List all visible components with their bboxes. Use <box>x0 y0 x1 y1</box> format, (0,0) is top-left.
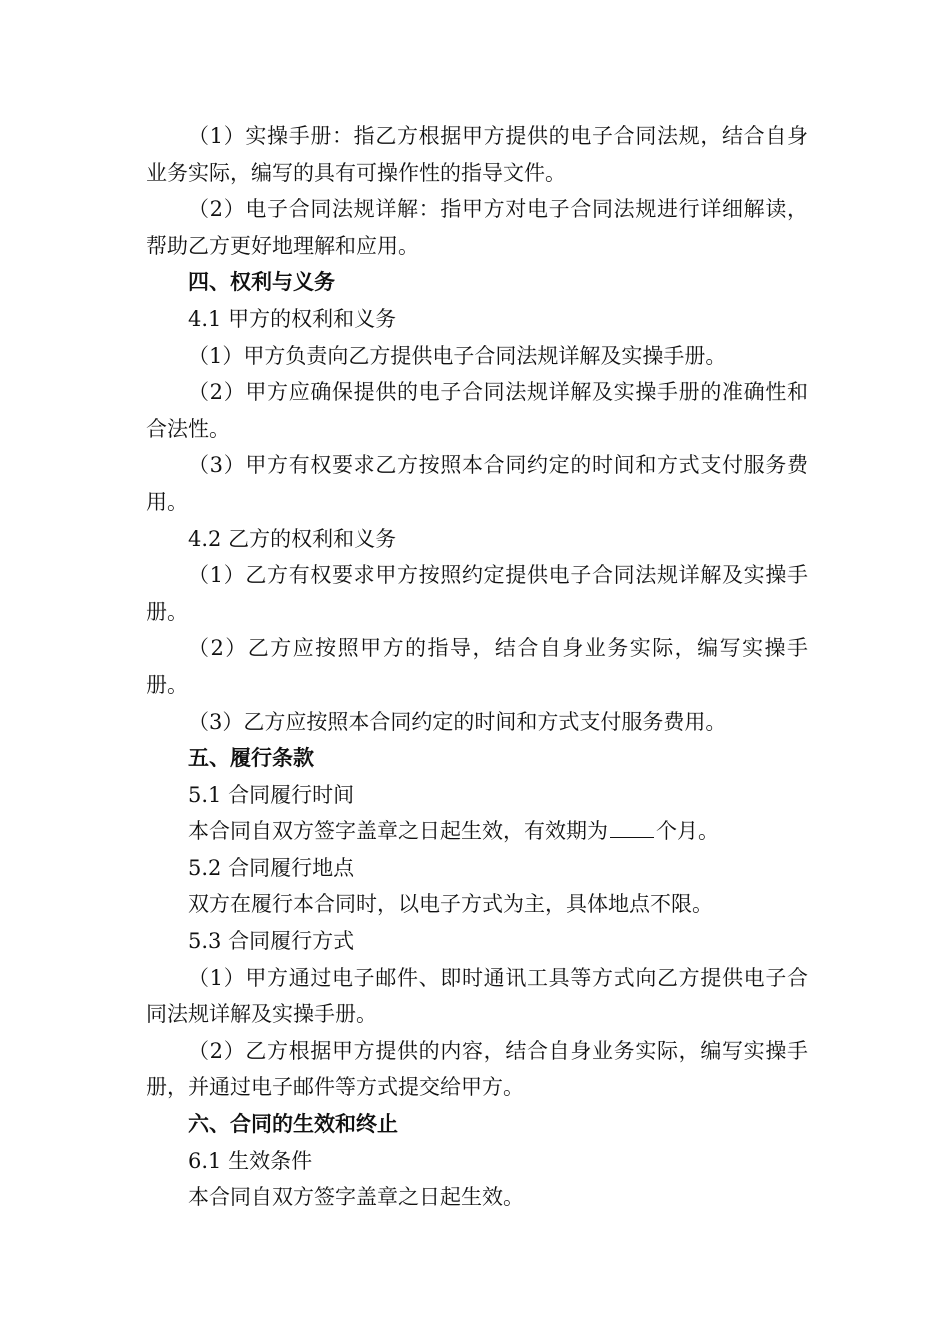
party-a-clause-1: （1）甲方负责向乙方提供电子合同法规详解及实操手册。 <box>188 343 727 368</box>
subsection-performance-place: 5.2 合同履行地点 <box>188 855 355 880</box>
definition-manual: （1）实操手册：指乙方根据甲方提供的电子合同法规，结合自身业务实际，编写的具有可操作性的指导文件。 <box>146 124 808 185</box>
definition-regulation-explanation: （2）电子合同法规详解：指甲方对电子合同法规进行详细解读，帮助乙方更好地理解和应用。 <box>146 197 808 258</box>
performance-time-text-before: 本合同自双方签字盖章之日起生效，有效期为 <box>188 819 608 844</box>
subsection-performance-method: 5.3 合同履行方式 <box>188 929 355 954</box>
performance-time-text <box>146 813 808 850</box>
party-a-clause-3: （3）甲方有权要求乙方按照本合同约定的时间和方式支付服务费用。 <box>146 453 808 514</box>
party-b-clause-2: （2）乙方应按照甲方的指导，结合自身业务实际，编写实操手册。 <box>146 636 808 697</box>
performance-time-text-after: 个月。 <box>656 819 719 844</box>
subsection-performance-time: 5.1 合同履行时间 <box>188 782 355 807</box>
section-heading-performance: 五、履行条款 <box>188 745 314 771</box>
performance-method-clause-1: （1）甲方通过电子邮件、即时通讯工具等方式向乙方提供电子合同法规详解及实操手册。 <box>146 965 808 1027</box>
section-heading-rights-obligations: 四、权利与义务 <box>188 269 335 295</box>
subsection-effective-conditions: 6.1 生效条件 <box>188 1148 313 1173</box>
party-b-clause-1: （1）乙方有权要求甲方按照约定提供电子合同法规详解及实操手册。 <box>146 563 808 624</box>
document-body <box>146 118 808 1216</box>
effective-conditions-text: 本合同自双方签字盖章之日起生效。 <box>188 1185 524 1210</box>
performance-method-clause-2: （2）乙方根据甲方提供的内容，结合自身业务实际，编写实操手册，并通过电子邮件等方式提交给甲方。 <box>146 1038 808 1100</box>
duration-blank <box>610 819 654 838</box>
subsection-party-b-rights: 4.2 乙方的权利和义务 <box>188 526 397 551</box>
party-b-clause-3: （3）乙方应按照本合同约定的时间和方式支付服务费用。 <box>188 709 727 734</box>
subsection-party-a-rights: 4.1 甲方的权利和义务 <box>188 306 397 331</box>
performance-place-text: 双方在履行本合同时，以电子方式为主，具体地点不限。 <box>188 892 713 917</box>
section-heading-effect-termination: 六、合同的生效和终止 <box>188 1111 398 1137</box>
party-a-clause-2: （2）甲方应确保提供的电子合同法规详解及实操手册的准确性和合法性。 <box>146 380 808 441</box>
